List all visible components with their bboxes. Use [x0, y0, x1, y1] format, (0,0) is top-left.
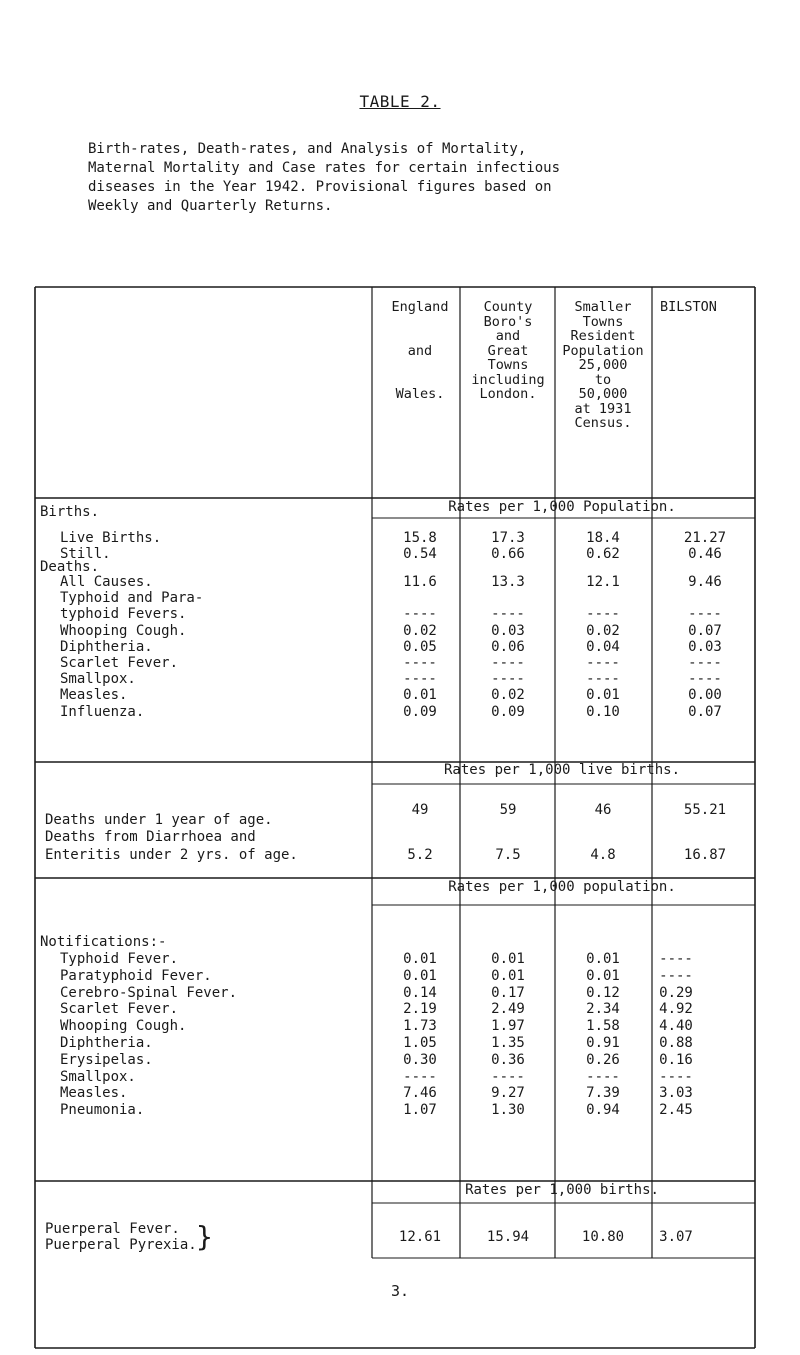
cell-value: ----: [403, 1068, 437, 1085]
row-label: Typhoid Fever.: [60, 951, 179, 967]
column-header-line: London.: [479, 386, 537, 402]
cell-value: 46: [594, 802, 612, 818]
cell-value: 0.00: [688, 687, 722, 704]
column-header-line: Wales.: [395, 386, 445, 402]
cell-value: 16.87: [683, 847, 727, 863]
cell-value: ----: [403, 655, 437, 671]
row-label: Cerebro-Spinal Fever.: [60, 984, 238, 1001]
row-label: Typhoid and Para-: [60, 590, 204, 607]
cell-value: 0.02: [586, 622, 620, 639]
cell-value: 0.09: [403, 703, 437, 720]
row-label: All Causes.: [60, 574, 153, 590]
cell-value: 0.09: [491, 703, 525, 720]
cell-value: 1.97: [491, 1018, 525, 1035]
cell-value: 5.2: [407, 847, 433, 863]
table-title: TABLE 2.: [359, 92, 441, 111]
cell-value: 59: [499, 802, 517, 818]
cell-value: 7.46: [403, 1085, 437, 1102]
cell-value: ----: [491, 606, 525, 623]
cell-value: 11.6: [403, 574, 437, 590]
cell-value: 2.19: [403, 1001, 437, 1018]
deaths-heading: Deaths.: [40, 559, 100, 575]
rates-label-population-2: Rates per 1,000 population.: [448, 879, 676, 895]
row-label-puerperal-pyrexia: Puerperal Pyrexia.: [45, 1237, 197, 1253]
cell-value: 1.07: [403, 1102, 437, 1119]
row-label: Whooping Cough.: [60, 622, 187, 639]
cell-value: 10.80: [581, 1229, 625, 1245]
cell-value: ----: [688, 606, 722, 623]
births-heading: Births.: [40, 504, 100, 520]
cell-value: ----: [659, 951, 693, 967]
bracket-symbol: }: [196, 1220, 213, 1253]
cell-value: 12.61: [398, 1229, 442, 1245]
row-label-puerperal-fever: Puerperal Fever.: [45, 1221, 180, 1237]
column-header-line: 50,000: [578, 386, 628, 402]
cell-value: ----: [586, 671, 620, 688]
cell-value: ----: [491, 671, 525, 688]
cell-value: 1.30: [491, 1102, 525, 1119]
row-label: typhoid Fevers.: [60, 606, 187, 623]
rates-label-births: Rates per 1,000 births.: [465, 1182, 659, 1198]
column-header-bilston: BILSTON: [660, 299, 717, 315]
cell-value: 0.17: [491, 984, 525, 1001]
cell-value: 18.4: [586, 530, 620, 546]
column-header-line: Towns: [487, 357, 529, 373]
column-header-line: Boro's: [483, 313, 533, 330]
cell-value: 0.01: [586, 951, 620, 967]
cell-value: 1.58: [586, 1018, 620, 1035]
cell-value: 0.46: [688, 546, 722, 562]
cell-value: 0.07: [688, 703, 722, 720]
column-header-line: at 1931: [574, 400, 632, 417]
row-label: Enteritis under 2 yrs. of age.: [45, 847, 298, 863]
column-header-line: Resident: [570, 328, 636, 344]
cell-value: 2.34: [586, 1001, 620, 1018]
cell-value: 0.02: [403, 622, 437, 639]
cell-value: 9.27: [491, 1085, 525, 1102]
column-header-line: and: [407, 342, 433, 359]
cell-value: 2.45: [659, 1102, 693, 1119]
column-header-line: County: [483, 299, 533, 315]
column-header-line: including: [471, 371, 545, 388]
row-label: Paratyphoid Fever.: [60, 967, 212, 984]
row-label: Smallpox.: [60, 1068, 136, 1085]
cell-value: 9.46: [688, 574, 722, 590]
cell-value: ----: [586, 1068, 620, 1085]
cell-value: 0.04: [586, 638, 620, 655]
cell-value: 0.01: [491, 967, 525, 984]
cell-value: 49: [411, 802, 429, 818]
row-label: Measles.: [60, 687, 128, 704]
cell-value: 0.05: [403, 638, 437, 655]
cell-value: 0.01: [586, 967, 620, 984]
cell-value: 0.30: [403, 1051, 437, 1068]
cell-value: 55.21: [683, 802, 727, 818]
page-number: 3.: [390, 1282, 410, 1300]
column-header-line: and: [495, 328, 521, 344]
row-label: Erysipelas.: [60, 1051, 153, 1068]
column-header-line: Towns: [582, 313, 624, 330]
cell-value: 0.16: [659, 1051, 693, 1068]
cell-value: ----: [659, 1068, 693, 1085]
cell-value: 21.27: [683, 530, 727, 546]
cell-value: 0.91: [586, 1035, 620, 1051]
cell-value: 12.1: [586, 574, 620, 590]
cell-value: ----: [586, 655, 620, 671]
cell-value: 0.94: [586, 1102, 620, 1119]
cell-value: 15.94: [486, 1229, 530, 1245]
cell-value: 0.62: [586, 546, 620, 562]
column-header-line: to: [594, 371, 612, 388]
cell-value: 7.39: [586, 1085, 620, 1102]
notifications-heading: Notifications:-: [40, 934, 167, 950]
rates-label-live-births: Rates per 1,000 live births.: [443, 762, 681, 778]
cell-value: 0.10: [586, 703, 620, 720]
row-label: Deaths from Diarrhoea and: [45, 829, 256, 845]
row-label: Smallpox.: [60, 671, 136, 688]
cell-value: 0.03: [688, 638, 722, 655]
cell-value: 1.73: [403, 1018, 437, 1035]
cell-value: 0.26: [586, 1051, 620, 1068]
cell-value: 0.01: [403, 687, 437, 704]
cell-value: 0.01: [491, 951, 525, 967]
cell-value: 0.03: [491, 622, 525, 639]
cell-value: ----: [491, 655, 525, 671]
row-label: Whooping Cough.: [60, 1018, 187, 1035]
cell-value: 3.07: [659, 1229, 693, 1245]
cell-value: ----: [586, 606, 620, 623]
cell-value: 0.14: [403, 984, 437, 1001]
rates-label-population: Rates per 1,000 Population.: [448, 499, 676, 515]
cell-value: ----: [659, 967, 693, 984]
row-label: Still.: [60, 546, 111, 562]
cell-value: 0.29: [659, 984, 693, 1001]
cell-value: ----: [403, 671, 437, 688]
cell-value: 0.01: [403, 967, 437, 984]
row-label: Live Births.: [60, 530, 162, 546]
row-label: Pneumonia.: [60, 1102, 145, 1119]
column-header-line: Smaller: [574, 299, 632, 315]
cell-value: 13.3: [491, 574, 525, 590]
cell-value: 17.3: [491, 530, 525, 546]
column-header-line: England: [391, 299, 449, 315]
column-header-line: Census.: [574, 415, 632, 431]
cell-value: ----: [688, 655, 722, 671]
cell-value: 3.03: [659, 1085, 693, 1102]
cell-value: ----: [491, 1068, 525, 1085]
row-label: Measles.: [60, 1085, 128, 1102]
cell-value: 0.54: [403, 546, 437, 562]
cell-value: 4.92: [659, 1001, 693, 1018]
row-label: Diphtheria.: [60, 638, 153, 655]
cell-value: 0.88: [659, 1035, 693, 1051]
cell-value: 4.8: [590, 847, 616, 863]
cell-value: 0.01: [586, 687, 620, 704]
cell-value: 1.35: [491, 1035, 525, 1051]
row-label: Scarlet Fever.: [60, 1001, 179, 1018]
cell-value: 0.07: [688, 622, 722, 639]
row-label: Diphtheria.: [60, 1035, 153, 1051]
row-label: Deaths under 1 year of age.: [45, 812, 273, 828]
cell-value: 4.40: [659, 1018, 693, 1035]
table-intro: Birth-rates, Death-rates, and Analysis of Mortality, Maternal Mortality and Case rates for certain infectious diseases in the Year 1942. Provisional figures based on Weekly and Quarterly Returns.: [88, 141, 561, 214]
column-header-line: Great: [487, 342, 529, 359]
cell-value: ----: [688, 671, 722, 688]
row-label: Influenza.: [60, 703, 145, 720]
row-label: Scarlet Fever.: [60, 655, 179, 671]
cell-value: 7.5: [495, 847, 521, 863]
cell-value: 0.01: [403, 951, 437, 967]
cell-value: 1.05: [403, 1035, 437, 1051]
cell-value: 0.06: [491, 638, 525, 655]
cell-value: 0.12: [586, 984, 620, 1001]
cell-value: 2.49: [491, 1001, 525, 1018]
cell-value: ----: [403, 606, 437, 623]
cell-value: 0.36: [491, 1051, 525, 1068]
cell-value: 0.02: [491, 687, 525, 704]
cell-value: 0.66: [491, 546, 525, 562]
column-header-line: 25,000: [578, 357, 628, 373]
column-header-line: Population: [562, 342, 644, 359]
cell-value: 15.8: [403, 530, 437, 546]
